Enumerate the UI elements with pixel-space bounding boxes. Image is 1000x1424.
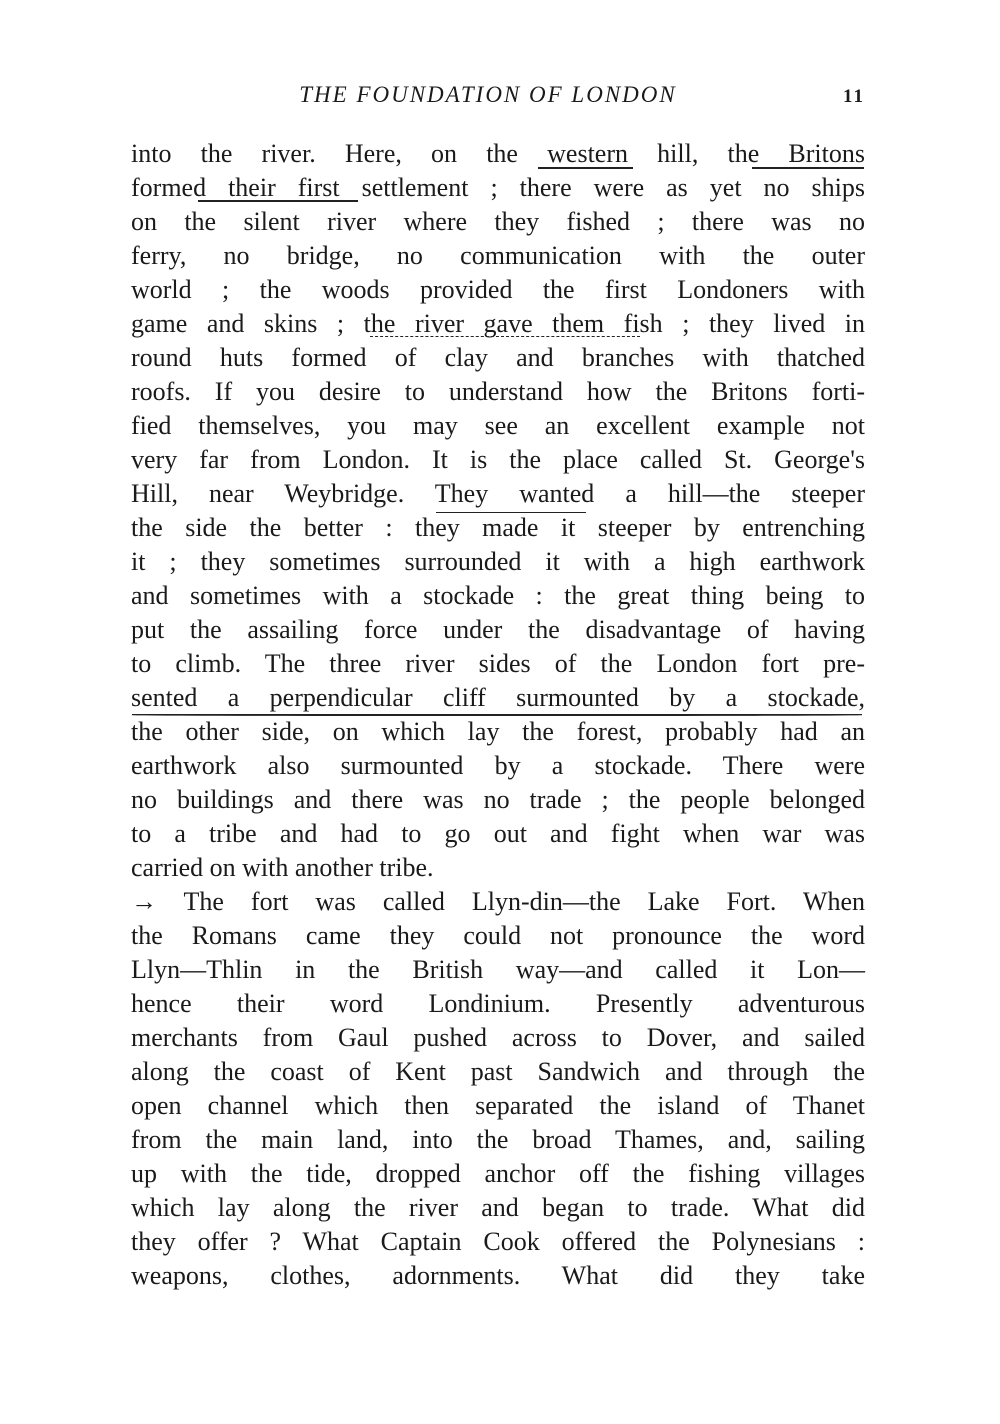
text-line: merchants from Gaul pushed across to Dover, and sailed: [131, 1023, 865, 1052]
text-line: along the coast of Kent past Sandwich and through the: [131, 1057, 865, 1086]
text-line: roofs. If you desire to understand how the Britons forti-: [131, 377, 865, 406]
text-line: ferry, no bridge, no communication with the outer: [131, 241, 865, 270]
text-line: which lay along the river and began to trade. What did: [131, 1193, 865, 1222]
text-line: game and skins ; the river gave them fish ; they lived in: [131, 309, 865, 338]
text-line: Llyn—Thlin in the British way—and called it Lon—: [131, 955, 865, 984]
text-line: world ; the woods provided the first Londoners with: [131, 275, 865, 304]
text-line: from the main land, into the broad Thames, and, sailing: [131, 1125, 865, 1154]
text-line: they offer ? What Captain Cook offered the Polynesians :: [131, 1227, 865, 1256]
running-head: [131, 82, 865, 116]
text-line: up with the tide, dropped anchor off the fishing villages: [131, 1159, 865, 1188]
text-line: no buildings and there was no trade ; the people belonged: [131, 785, 865, 814]
body-text: [131, 137, 865, 1293]
running-title: THE FOUNDATION OF LONDON: [299, 82, 677, 107]
text-line: round huts formed of clay and branches with thatched: [131, 343, 865, 372]
text-line: to climb. The three river sides of the London fort pre-: [131, 649, 865, 678]
text-line: open channel which then separated the island of Thanet: [131, 1091, 865, 1120]
text-line: weapons, clothes, adornments. What did they take: [131, 1261, 865, 1290]
text-line: on the silent river where they fished ; there was no: [131, 207, 865, 236]
text-line: earthwork also surmounted by a stockade. There were: [131, 751, 865, 780]
text-line: very far from London. It is the place called St. George's: [131, 445, 865, 474]
text-line: the other side, on which lay the forest, probably had an: [131, 717, 865, 746]
text-line: into the river. Here, on the western hill, the Britons: [131, 139, 865, 168]
text-line: the side the better : they made it steeper by entrenching: [131, 513, 865, 542]
page-number: 11: [843, 86, 865, 107]
text-line: → The fort was called Llyn-din—the Lake Fort. When: [131, 887, 865, 916]
text-line: fied themselves, you may see an excellent example not: [131, 411, 865, 440]
text-line: put the assailing force under the disadvantage of having: [131, 615, 865, 644]
text-line: sented a perpendicular cliff surmounted by a stockade,: [131, 683, 865, 712]
text-line: it ; they sometimes surrounded it with a high earthwork: [131, 547, 865, 576]
text-line: carried on with another tribe.: [131, 853, 434, 882]
text-line: to a tribe and had to go out and fight when war was: [131, 819, 865, 848]
text-line: the Romans came they could not pronounce the word: [131, 921, 865, 950]
text-line: hence their word Londinium. Presently adventurous: [131, 989, 865, 1018]
text-line: formed their first settlement ; there were as yet no ships: [131, 173, 865, 202]
text-line: Hill, near Weybridge. They wanted a hill—the steeper: [131, 479, 865, 508]
text-line: and sometimes with a stockade : the great thing being to: [131, 581, 865, 610]
